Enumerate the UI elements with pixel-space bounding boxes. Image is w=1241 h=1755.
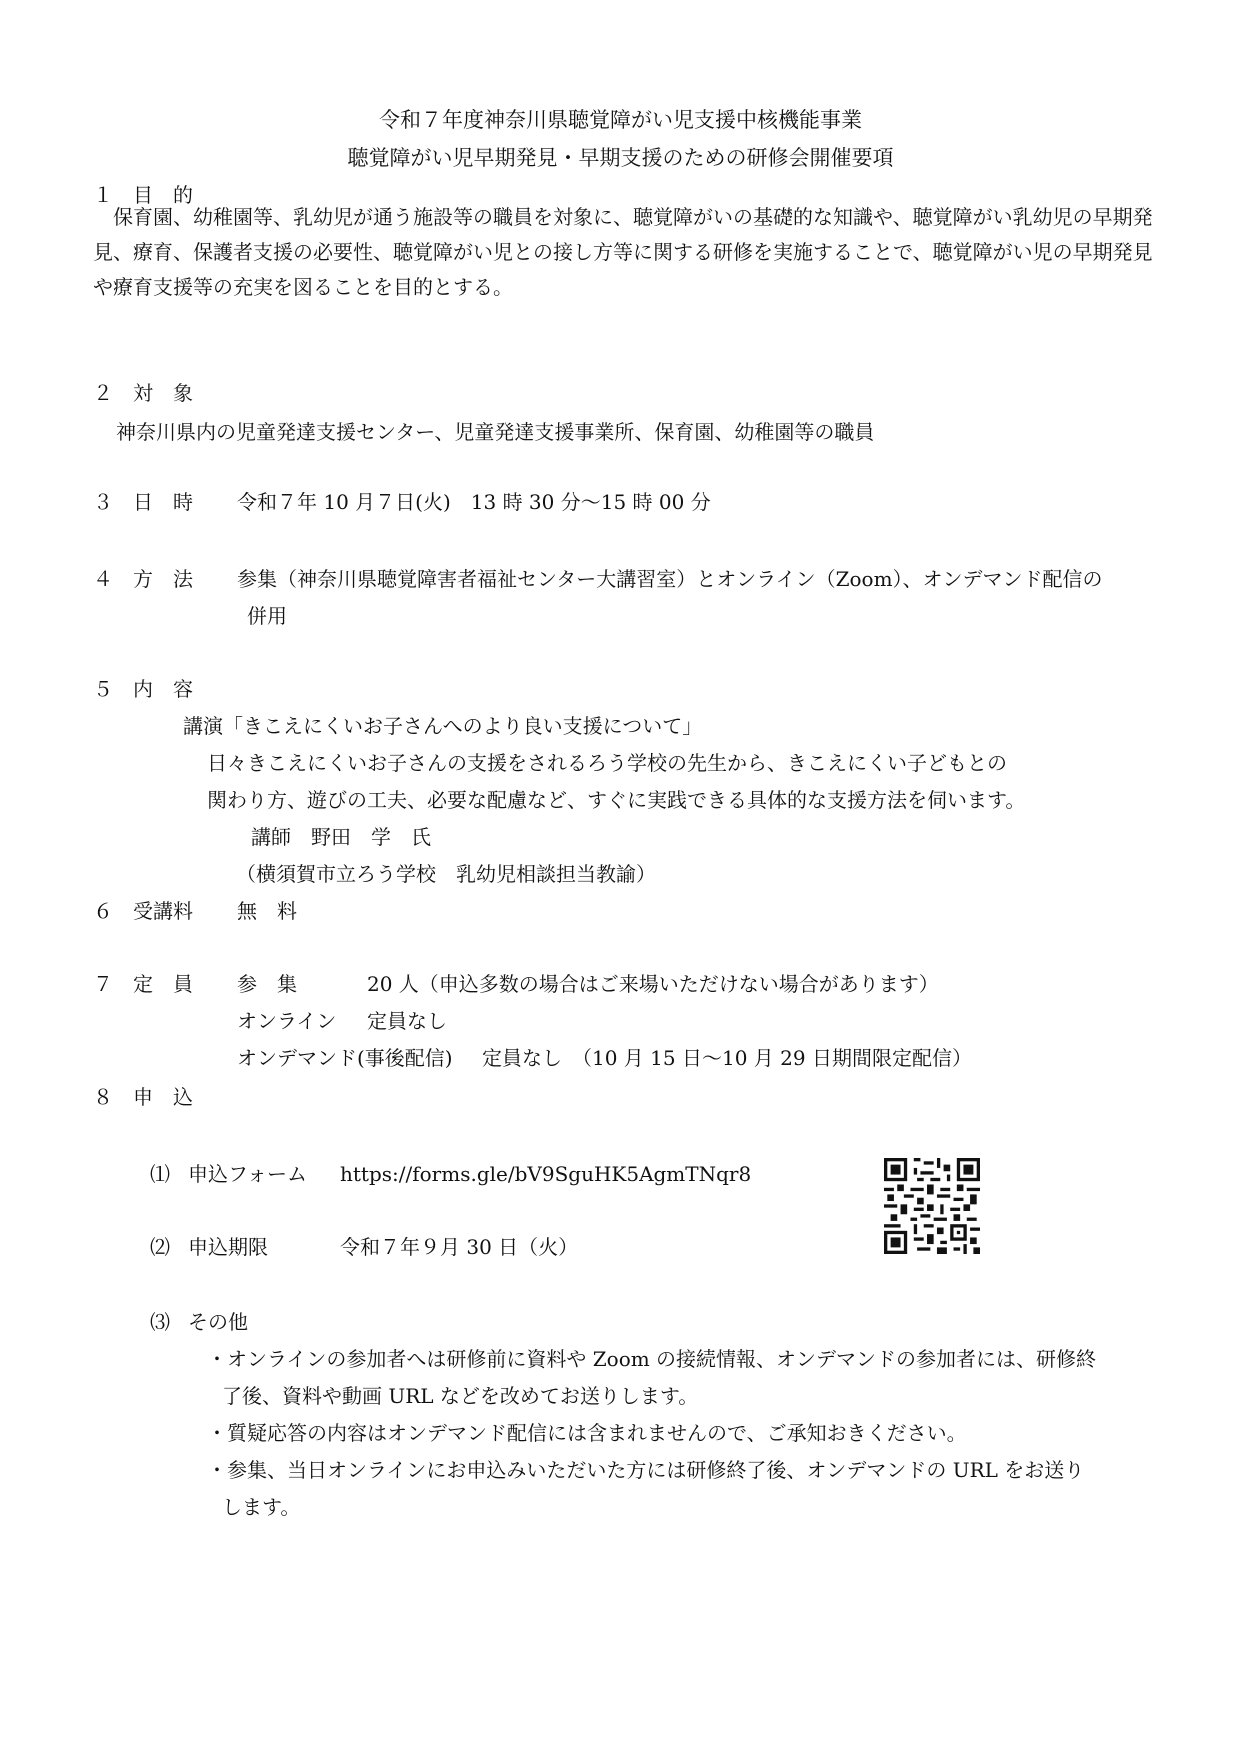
section-1-heading: １ 目 的	[93, 183, 193, 207]
deadline-value: 令和７年９月 30 日（火）	[340, 1235, 579, 1259]
section-2-heading: ２ 対 象	[93, 381, 193, 405]
capacity-row-2-value: 定員なし	[367, 1009, 447, 1033]
capacity-row-3-value: 定員なし （10 月 15 日～10 月 29 日期間限定配信）	[482, 1046, 972, 1070]
lecture-desc-1: 日々きこえにくいお子さんの支援をされるろう学校の先生から、きこえにくい子どもとの	[207, 751, 1007, 775]
other-label: その他	[188, 1310, 248, 1334]
item-1-number: ⑴	[150, 1162, 170, 1186]
qr-code-icon	[884, 1158, 980, 1254]
section-4-heading: ４ 方 法	[93, 567, 193, 591]
speaker-affiliation: （横須賀市立ろう学校 乳幼児相談担当教諭）	[236, 862, 656, 886]
section-6-body: 無 料	[237, 899, 297, 923]
section-8-heading: ８ 申 込	[93, 1085, 193, 1109]
section-2-body: 神奈川県内の児童発達支援センター、児童発達支援事業所、保育園、幼稚園等の職員	[116, 420, 875, 444]
section-3-body: 令和７年 10 月７日(火) 13 時 30 分～15 時 00 分	[237, 490, 711, 514]
note-3-line-1: ・参集、当日オンラインにお申込みいただいた方には研修終了後、オンデマンドの URL をお送り	[207, 1458, 1085, 1482]
section-3-heading: ３ 日 時	[93, 490, 193, 514]
note-1-line-2: 了後、資料や動画 URL などを改めてお送りします。	[222, 1384, 699, 1408]
note-1-line-1: ・オンラインの参加者へは研修前に資料や Zoom の接続情報、オンデマンドの参加者には、研修終	[207, 1347, 1097, 1371]
title-line-1: 令和７年度神奈川県聴覚障がい児支援中核機能事業	[379, 108, 862, 132]
section-4-line-2: 併用	[247, 604, 287, 628]
capacity-row-1-label: 参 集	[237, 972, 297, 996]
section-4-line-1: 参集（神奈川県聴覚障害者福祉センター大講習室）とオンライン（Zoom）、オンデマンド配信の	[237, 567, 1103, 591]
capacity-row-3-label: オンデマンド(事後配信)	[237, 1046, 453, 1070]
section-6-heading: ６ 受講料	[93, 899, 193, 923]
section-5-heading: ５ 内 容	[93, 677, 193, 701]
section-7-heading: ７ 定 員	[93, 972, 193, 996]
form-url-link[interactable]: https://forms.gle/bV9SguHK5AgmTNqr8	[340, 1162, 752, 1186]
item-2-number: ⑵	[150, 1235, 170, 1259]
note-3-line-2: します。	[222, 1495, 301, 1519]
speaker: 講師 野田 学 氏	[251, 825, 431, 849]
title-line-2: 聴覚障がい児早期発見・早期支援のための研修会開催要項	[347, 146, 894, 170]
lecture-desc-2: 関わり方、遊びの工夫、必要な配慮など、すぐに実践できる具体的な支援方法を伺います。	[207, 788, 1026, 812]
note-2: ・質疑応答の内容はオンデマンド配信には含まれませんので、ご承知おきください。	[207, 1421, 967, 1445]
lecture-title: 講演「きこえにくいお子さんへのより良い支援について」	[183, 714, 703, 738]
form-label: 申込フォーム	[188, 1162, 307, 1186]
capacity-row-2-label: オンライン	[237, 1009, 337, 1033]
section-1-body: 保育園、幼稚園等、乳幼児が通う施設等の職員を対象に、聴覚障がいの基礎的な知識や、聴覚障がい乳幼児の早期発見、療育、保護者支援の必要性、聴覚障がい児との接し方等に関する研修を実施することで、聴覚障がい児の早期発見や療育支援等の充実を図ることを目的とする。	[93, 205, 1153, 299]
capacity-row-1-value: 20 人（申込多数の場合はご来場いただけない場合があります）	[367, 972, 939, 996]
deadline-label: 申込期限	[188, 1235, 268, 1259]
item-3-number: ⑶	[150, 1310, 170, 1334]
